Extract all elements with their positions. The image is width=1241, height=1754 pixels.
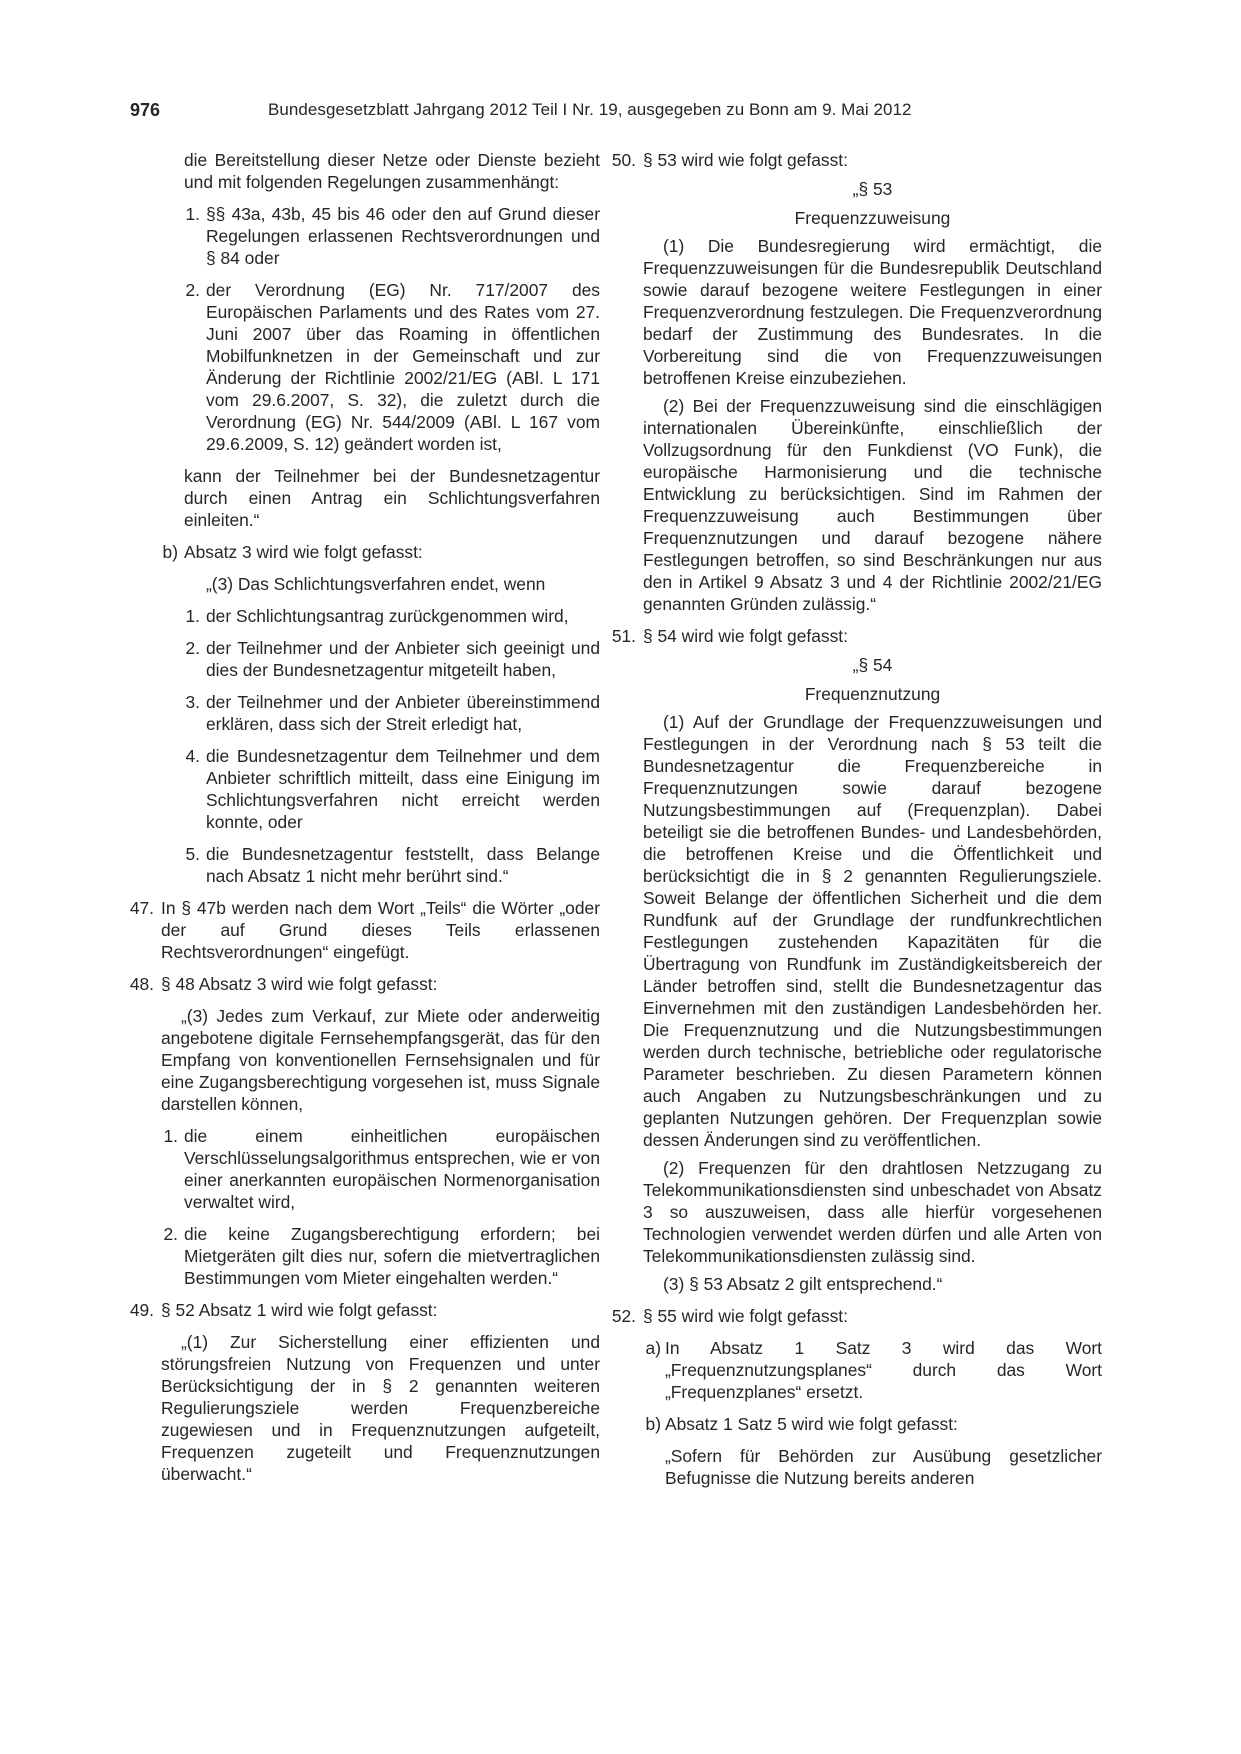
list-item xyxy=(158,637,600,681)
running-head: Bundesgesetzblatt Jahrgang 2012 Teil I Nr. 19, ausgegeben zu Bonn am 9. Mai 2012 xyxy=(268,100,912,119)
sub-item-label: b) xyxy=(162,542,178,562)
list-item xyxy=(158,1223,600,1289)
quote-paragraph: „(1) Zur Sicherstellung einer effizienten und störungsfreien Nutzung von Frequenzen und unter Berücksichtigung der in § 2 genannten weiteren Regulierungsziele werden Frequenzbereiche zugewiesen und in Frequenznutzungen aufgeteilt, Frequenzen zugeteilt und Frequenznutzungen überwacht.“ xyxy=(161,1332,600,1484)
quote-paragraph: „Sofern für Behörden zur Ausübung gesetzlicher Befugnisse die Nutzung bereits anderen xyxy=(665,1446,1102,1488)
list-text: der Teilnehmer und der Anbieter übereinstimmend erklären, dass sich der Streit erledigt hat, xyxy=(206,692,600,734)
amendment-item-51 xyxy=(611,625,1102,647)
amendment-number: 48. xyxy=(129,974,154,994)
list-number: 5. xyxy=(185,844,200,864)
sub-item-text: Absatz 3 wird wie folgt gefasst: xyxy=(184,542,423,562)
list-number: 1. xyxy=(163,1126,178,1146)
amendment-item-50 xyxy=(611,149,1102,171)
amendment-text: In § 47b werden nach dem Wort „Teils“ die Wörter „oder der auf Grund dieses Teils erlassenen Rechtsverordnungen“ eingefügt. xyxy=(161,898,600,962)
section-number: „§ 53 xyxy=(852,179,893,199)
list-number: 4. xyxy=(185,746,200,766)
list-text: die keine Zugangsberechtigung erfordern; bei Mietgeräten gilt dies nur, sofern die mietvertraglichen Bestimmungen vom Mieter eingehalten werden.“ xyxy=(184,1224,600,1288)
list-number: 1. xyxy=(185,204,200,224)
section-paragraph: (1) Die Bundesregierung wird ermächtigt, die Frequenzzuweisungen für die Bundesrepublik Deutschland sowie darauf bezogene weitere Festlegungen in einer Frequenzverordnung festzulegen. Die Frequenzverordnung bedarf der Zustimmung des Bundesrates. In die Vorbereitung sind die von Frequenzzuweisungen betroffenen Kreise einzubeziehen. xyxy=(643,236,1102,388)
section-paragraph: (2) Bei der Frequenzzuweisung sind die einschlägigen internationalen Übereinkünfte, einschließlich der Vollzugsordnung für den Funkdienst (VO Funk), die europäische Harmonisierung und die technische Entwicklung zu berücksichtigen. Sind im Rahmen der Frequenzzuweisung auch Bestimmungen über Frequenznutzungen und darauf bezogene nähere Festlegungen betroffen, so sind Beschränkungen nur aus den in Artikel 9 Absatz 3 und 4 der Richtlinie 2002/21/EG genannten Gründen zulässig.“ xyxy=(643,396,1102,614)
sub-item-label: a) xyxy=(645,1338,661,1358)
list-number: 2. xyxy=(185,280,200,300)
sub-item-b xyxy=(643,1413,1102,1435)
list-text: die Bundesnetzagentur dem Teilnehmer und dem Anbieter schriftlich mitteilt, dass eine Einigung im Schlichtungsverfahren nicht erreicht werden konnte, oder xyxy=(206,746,600,832)
amendment-item-49 xyxy=(129,1299,600,1321)
list-text: §§ 43a, 43b, 45 bis 46 oder den auf Grund dieser Regelungen erlassenen Rechtsverordnungen und § 84 oder xyxy=(206,204,600,268)
list-text: der Schlichtungsantrag zurückgenommen wird, xyxy=(206,606,569,626)
amendment-text: § 53 wird wie folgt gefasst: xyxy=(643,150,848,170)
left-column xyxy=(129,149,600,1485)
amendment-text: § 52 Absatz 1 wird wie folgt gefasst: xyxy=(161,1300,438,1320)
intro-paragraph: die Bereitstellung dieser Netze oder Dienste bezieht und mit folgenden Regelungen zusammenhängt: xyxy=(184,150,600,192)
section-title: Frequenznutzung xyxy=(804,684,941,704)
section-paragraph: (1) Auf der Grundlage der Frequenzzuweisungen und Festlegungen in der Verordnung nach § 53 teilt die Bundesnetzagentur die Frequenzbereiche in Frequenznutzungen sowie darauf bezogene Nutzungsbestimmungen auf (Frequenzplan). Dabei beteiligt sie die betroffenen Bundes- und Landesbehörden, die betroffenen Kreise und die Öffentlichkeit und berücksichtigt die in § 2 genannten Regulierungsziele. Soweit Belange der öffentlichen Sicherheit und die dem Rundfunk auf der Grundlage der rundfunkrechtlichen Festlegungen zustehenden Kapazitäten für die Übertragung von Rundfunk im Zuständigkeitsbereich der Länder betroffen sind, stellt die Bundesnetzagentur das Einvernehmen mit den zuständigen Landesbehörden her. Die Frequenznutzung und die Nutzungsbestimmungen werden durch technische, betriebliche oder regulatorische Parameter beschrieben. Zu diesen Parametern können auch Angaben zu Nutzungsbeschränkungen und zu geplanten Nutzungen gehören. Der Frequenzplan sowie dessen Änderungen sind zu veröffentlichen. xyxy=(643,712,1102,1150)
closing-paragraph: kann der Teilnehmer bei der Bundesnetzagentur durch einen Antrag ein Schlichtungsverfahren einleiten.“ xyxy=(184,466,600,530)
sub-item-text: Absatz 1 Satz 5 wird wie folgt gefasst: xyxy=(665,1414,958,1434)
quote-paragraph: „(3) Jedes zum Verkauf, zur Miete oder anderweitig angebotene digitale Fernsehempfangsgerät, das für den Empfang von konventionellen Fernsehsignalen und für eine Zugangsberechtigung vorgesehen ist, muss Signale darstellen können, xyxy=(161,1006,600,1114)
list-item xyxy=(158,605,600,627)
list-text: die Bundesnetzagentur feststellt, dass Belange nach Absatz 1 nicht mehr berührt sind.“ xyxy=(206,844,600,886)
amendment-number: 49. xyxy=(129,1300,154,1320)
right-column xyxy=(611,149,1102,1489)
amendment-number: 52. xyxy=(611,1306,636,1326)
list-number: 2. xyxy=(163,1224,178,1244)
list-item xyxy=(158,203,600,269)
list-text: der Teilnehmer und der Anbieter sich geeinigt und dies der Bundesnetzagentur mitgeteilt haben, xyxy=(206,638,600,680)
amendment-text: § 54 wird wie folgt gefasst: xyxy=(643,626,848,646)
page-header xyxy=(130,99,980,123)
list-text: der Verordnung (EG) Nr. 717/2007 des Europäischen Parlaments und des Rates vom 27. Juni 2007 über das Roaming in öffentlichen Mobilfunknetzen in der Gemeinschaft und zur Änderung der Richtlinie 2002/21/EG (ABl. L 171 vom 29.6.2007, S. 32), die zuletzt durch die Verordnung (EG) Nr. 544/2009 (ABl. L 167 vom 29.6.2009, S. 12) geändert worden ist, xyxy=(206,280,600,454)
list-item xyxy=(158,745,600,833)
list-number: 1. xyxy=(185,606,200,626)
section-title: Frequenzzuweisung xyxy=(794,208,951,228)
list-number: 3. xyxy=(185,692,200,712)
list-item xyxy=(158,843,600,887)
list-number: 2. xyxy=(185,638,200,658)
amendment-number: 51. xyxy=(611,626,636,646)
amendment-text: § 48 Absatz 3 wird wie folgt gefasst: xyxy=(161,974,438,994)
quote-intro: „(3) Das Schlichtungsverfahren endet, wenn xyxy=(206,574,546,594)
list-item xyxy=(158,279,600,455)
amendment-item-52 xyxy=(611,1305,1102,1327)
amendment-text: § 55 wird wie folgt gefasst: xyxy=(643,1306,848,1326)
list-item xyxy=(158,691,600,735)
section-paragraph: (3) § 53 Absatz 2 gilt entsprechend.“ xyxy=(663,1274,943,1294)
amendment-number: 47. xyxy=(129,898,154,918)
sub-item-a xyxy=(643,1337,1102,1403)
page-number: 976 xyxy=(130,100,161,120)
sub-item-b xyxy=(158,541,600,563)
amendment-item-47 xyxy=(129,897,600,963)
list-item xyxy=(158,1125,600,1213)
section-number: „§ 54 xyxy=(852,655,893,675)
list-text: die einem einheitlichen europäischen Verschlüsselungsalgorithmus entsprechen, wie er von einer anerkannten europäischen Normenorganisation verwaltet wird, xyxy=(184,1126,600,1212)
amendment-item-48 xyxy=(129,973,600,995)
sub-item-label: b) xyxy=(645,1414,661,1434)
section-paragraph: (2) Frequenzen für den drahtlosen Netzzugang zu Telekommunikationsdiensten sind unbeschadet von Absatz 3 so auszuweisen, dass alle hierfür vorgesehenen Technologien verwendet werden dürfen und alle Arten von Telekommunikationsdiensten zulässig sind. xyxy=(643,1158,1102,1266)
amendment-number: 50. xyxy=(611,150,636,170)
sub-item-text: In Absatz 1 Satz 3 wird das Wort „Frequenznutzungsplanes“ durch das Wort „Frequenzplanes“ ersetzt. xyxy=(665,1338,1102,1402)
